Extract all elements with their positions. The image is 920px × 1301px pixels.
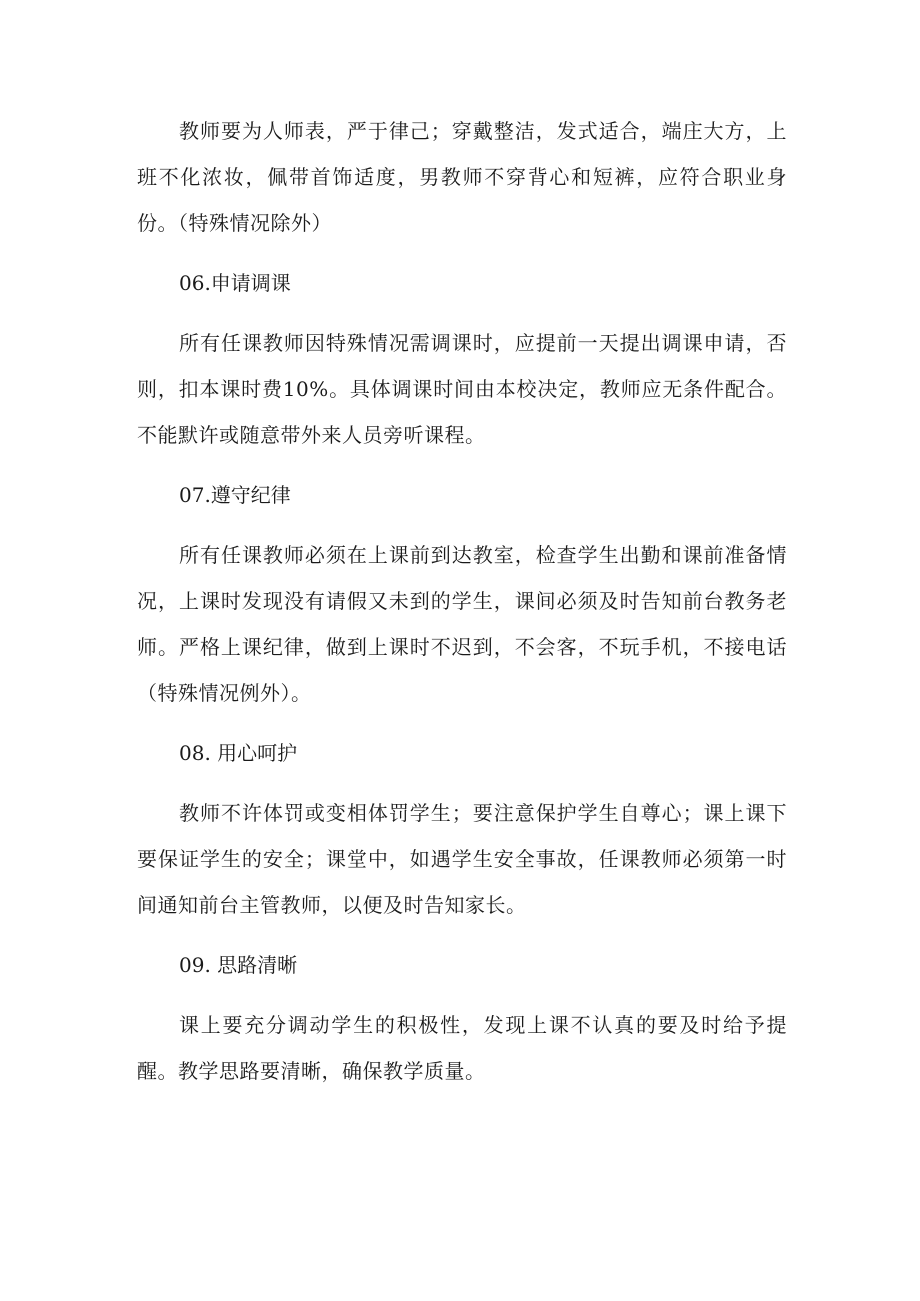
section-heading-08: 08. 用心呵护	[179, 741, 298, 765]
section-heading-07: 07.遵守纪律	[179, 483, 291, 507]
paragraph-discipline: 所有任课教师必须在上课前到达教室，检查学生出勤和课前准备情况，上课时发现没有请假又未到的学生，课间必须及时告知前台教务老师。严格上课纪律，做到上课时不迟到，不会客，不玩手机，不接电话（特殊情况例外）。	[137, 543, 787, 705]
document-body	[137, 108, 787, 1094]
paragraph-dress-code: 教师要为人师表，严于律己；穿戴整洁，发式适合，端庄大方，上班不化浓妆，佩带首饰适度，男教师不穿背心和短裤，应符合职业身份。（特殊情况除外）	[137, 119, 787, 235]
paragraph-care: 教师不许体罚或变相体罚学生；要注意保护学生自尊心；课上课下要保证学生的安全；课堂中，如遇学生安全事故，任课教师必须第一时间通知前台主管教师，以便及时告知家长。	[137, 801, 787, 917]
section-heading-06: 06.申请调课	[179, 271, 291, 295]
paragraph-reschedule: 所有任课教师因特殊情况需调课时，应提前一天提出调课申请，否则，扣本课时费10%。具体调课时间由本校决定，教师应无条件配合。不能默许或随意带外来人员旁听课程。	[137, 331, 787, 447]
paragraph-clear-thinking: 课上要充分调动学生的积极性，发现上课不认真的要及时给予提醒。教学思路要清晰，确保教学质量。	[137, 1013, 787, 1083]
section-heading-09: 09. 思路清晰	[179, 953, 298, 977]
